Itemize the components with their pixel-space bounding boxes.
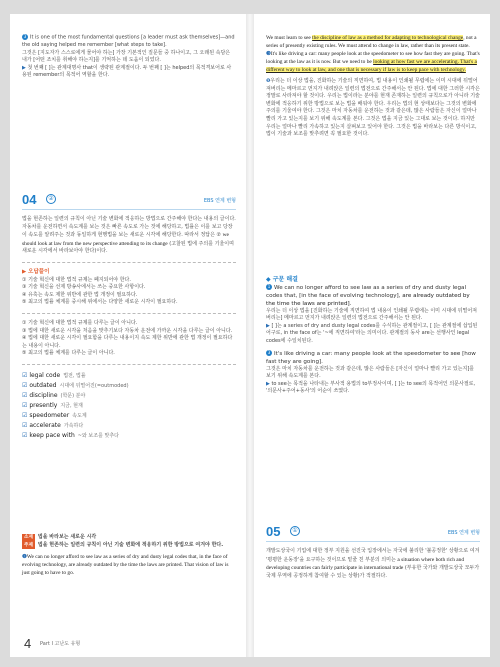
list-item: ⑤ 최고의 법률 체계를 다루는 글이 아니다. [22, 350, 115, 357]
theme-tag: 주제 [24, 542, 33, 548]
grammar-ko-1: 우리는 더 이상 법을 [진화하는 기술에 직면하여 법 내용이 인쇄될 무렵에는 이미 시대에 뒤떨어져버리는] 메마르고 먼지가 내려앉은 일련의 법전으로 간주해서는 안 된다. [266, 307, 477, 322]
number-badge-icon: ❶ [22, 554, 27, 561]
answer-circle: ① [290, 526, 300, 536]
check-icon: ☑ [22, 431, 28, 439]
list-item: ① 기술 혁신에 대한 법적 규제를 다루는 글이 아니다. [22, 319, 138, 326]
number-badge-icon: 3 [267, 350, 271, 356]
grammar-en-2: 3 It's like driving a car: many people look at the speedometer to see [how fast they are going]. [266, 350, 476, 365]
answer-circle: ② [46, 194, 56, 204]
vocab-item: ☑ speedometer 속도계 [22, 411, 87, 419]
korean-translation: ❶우리는 더 이상 법을, 진화하는 기술의 직면하여, 법 내용이 인쇄될 무렵에는 이미 시대에 뒤떨어져버리는 메마르고 먼지가 내려앉은 일련의 법전으로 간주해서는 안 된다. 법에 대한 그러한 시각은 정말로 사라져야 할 것이다. 우리는 법이라는 분야를 현재 존재하는 일련의 규칙으로가 아니라 기술 변화에 적응하기 위한 방법으로 보는 법을 배워야 한다. 우리는 법의 현 상태보다는 그것의 변화에 주의를 기울여야 한다. 그것은 마치 자동차를 운전하는 것과 같은데, 많은 사람들은 자신이 얼마나 빨리 가고 있는지를 보기 위해 속도계를 본다. 그것은 법을 지금 있는 그대로 보는 것이다. 하지만 우리는 얼마나 빨리 가속하고 있는지 살펴보고 있어야 한다. 그것은 법을 바라보는 다른 방식이고, 법이 기술과 보조를 맞추려면 꼭 필요한 것이다. [266, 78, 480, 138]
page-number: 4 [24, 636, 32, 651]
diamond-icon: ◆ [266, 276, 273, 283]
intro-korean: 그것은 [지도자가 스스로에게 물어야 하는] 가장 기본적인 질문들 중 하나이고, 그 오래된 속담은 내가 [어떤 조치를 취해야 하는지]를 기억하는 데 도움이 되었다. [22, 49, 231, 64]
vocab-item: ☑ keep pace with ~와 보조를 맞추다 [22, 431, 119, 439]
vocab-item: ☑ outdated 시대에 뒤떨어진(=outmoded) [22, 381, 129, 389]
list-item: ③ 법에 대한 새로운 시각을 처음을 맞추기보다 자동차 운전에 가까운 시각을 다루는 글이 아니다. [22, 327, 233, 334]
theme-line: 주제 법을 현존하는 일련의 규칙이 아닌 기술 변화에 적응하기 위한 방법으로 여겨야 한다. [24, 541, 224, 548]
section-number: 04 [22, 192, 37, 207]
check-icon: ☑ [22, 391, 28, 399]
arrow-icon: ▶ [22, 268, 29, 275]
topic-line: 소재 법을 바라보는 새로운 시각 [24, 534, 97, 540]
page-fold [246, 14, 254, 657]
number-badge-icon: 3 [23, 34, 27, 39]
list-item: ⑤ 최고의 법률 체계를 중시해 위에서는 다양한 새로운 시각이 필요하다. [22, 299, 178, 306]
section-05-header [266, 522, 480, 542]
arrow-icon: ▶ [266, 380, 270, 387]
arrow-icon: ▶ [266, 322, 270, 329]
vocab-item: ☑ discipline (학문) 분야 [22, 391, 86, 399]
right-page [254, 14, 490, 657]
grammar-note-1: ▶ [ ]는 a series of dry and dusty legal codes를 수식하는 관계절이고, [ ]는 관계절에 삽입된 어구로, in the face of는 '~에 직면하여'라는 의미이다. 관계절의 동사 are는 선행사인 legal codes에 수일치된다. [266, 322, 478, 344]
grammar-block [266, 276, 480, 396]
vocab-item: ☑ presently 지금, 현재 [22, 401, 83, 409]
number-badge-icon: ❶ [266, 78, 271, 84]
grammar-title: ◆ 구문 해결 [266, 276, 298, 283]
section-04-body [22, 216, 236, 441]
explanation: 개발도상국이 기업에 대한 정부 지원을 선진국 입장에서는 자국에 불리한 '불공정한' 상황으로 여겨 '평평한 운동장'을 요구하는 것이므로 밑줄 친 부분의 의미는 a situation where both rich and developing countries can fairly participate in international trade (부유한 국가와 개발도상국 모두가 국제 무역에 공정하게 참여할 수 있는 상황)가 적절하다. [266, 548, 480, 579]
list-item: ④ 법에 대한 새로운 시각이 필요함을 다루는 내용이지 속도 제한 위반에 관한 법 개정이 필요하다는 내용이 아니다. [22, 335, 233, 349]
check-icon: ☑ [22, 381, 28, 389]
explanation: 법을 현존하는 일련의 규칙이 아닌 기술 변화에 적응하는 방법으로 간주해야 한다는 내용의 글이다. 자동차를 운전하면서 속도계를 보는 것은 빠른 속도로 가는 것에 해당하고, 법률은 이를 보고 당장 이 속도를 알려주는 것과 동일하게 현행법을 보는 새로운 시각에 해당한다. 따라서 정답은 ② we should look at law from the new perspective attending to its change (고찰된 법에 주의를 기울이며 새로운 시각에서 바라보아야 한다)이다. [22, 216, 236, 255]
ebs-label: EBS 연계 변형 [203, 198, 236, 204]
intro-english: 3 It is one of the most fundamental questions [a leader must ask themselves]—and the old saying helped me remember [what steps to take]. [22, 34, 235, 49]
intro-block [22, 34, 236, 80]
vocab-item: ☑ accelerate 가속하다 [22, 421, 84, 429]
passage-start: ❶We can no longer afford to see law as a series of dry and dusty legal codes that, in the face of evolving technology, are already outdated by the time the laws are printed. That vision of law is just going to have to go. [22, 554, 229, 577]
grammar-note-2: ▶ to see는 목적을 나타내는 부사적 용법의 to부정사이며, [ ]는 to see의 목적어인 의문사절로, '의문사+주어+동사'의 어순이 쓰였다. [266, 380, 476, 395]
answer-notes [22, 320, 236, 358]
highlight: looking at how fast we are accelerating. That's a different way to look at law, and one that is necessary if law is to keep pace with technology. [266, 59, 477, 73]
divider [22, 262, 236, 263]
grammar-en-1: 1 We can no longer afford to see law as a series of dry and dusty legal codes that, [in the face of evolving technology], are already outdated by the time the laws are printed]. [266, 284, 470, 307]
section-04-header [22, 190, 236, 210]
wrong-answer-list [22, 277, 236, 307]
grammar-ko-2: 그것은 마치 자동차를 운전하는 것과 같은데, 많은 사람들은 [자신이 얼마나 빨리 가고 있는지]를 보기 위해 속도계를 본다. [266, 365, 475, 380]
running-footer: Part I 고난도 유형 [40, 641, 81, 647]
ebs-label: EBS 연계 변형 [447, 530, 480, 536]
topic-tag: 소재 [24, 535, 33, 540]
vocab-list [22, 371, 236, 441]
arrow-icon: ▶ [22, 64, 26, 71]
left-page [10, 14, 246, 657]
passage-text: We must learn to see the discipline of law as a method for adapting to technological change, not a series of presently existing rules. We must attend to change in law, rather than its present state. ❸It's like driving a car: many people look at the speedometer to see how fast they are going. That's looking at the law as it is now. But we need to be looking at how fast we are accelerating. That's a different way to look at law, and one that is necessary if law is to keep pace with technology. [266, 35, 480, 73]
topic-block [22, 534, 236, 577]
check-icon: ☑ [22, 421, 28, 429]
list-item: ① 기술 혁신에 대한 법적 규제는 폐지되어야 한다. [22, 276, 131, 283]
vocab-item: ☑ legal code 법전, 법률 [22, 371, 86, 379]
section-05-body [266, 548, 480, 580]
check-icon: ☑ [22, 401, 28, 409]
divider [22, 364, 236, 365]
list-item: ③ 기술 혁신을 선제 방송사에서는 쓰는 중요한 사항이다. [22, 284, 146, 291]
wrong-answers-title: ▶ 오답풀이 [22, 268, 50, 275]
divider [22, 313, 236, 314]
number-badge-icon: ❸ [266, 51, 271, 57]
highlight: the discipline of law as a method for adapting to technological change [312, 35, 464, 41]
intro-note: ▶ 첫 번째 [ ]는 관계대명사 that이 생략된 관계절이다. 두 번째 [ ]는 helped의 목적격보어로 사용된 remember의 목적어 역할을 한다. [22, 64, 232, 79]
list-item: ④ 유혹는 속도 제한 위반에 관한 법 개정이 필요하다. [22, 291, 138, 298]
check-icon: ☑ [22, 411, 28, 419]
number-badge-icon: 1 [267, 284, 271, 290]
passage-block [266, 34, 480, 139]
section-number: 05 [266, 524, 281, 539]
check-icon: ☑ [22, 371, 28, 379]
